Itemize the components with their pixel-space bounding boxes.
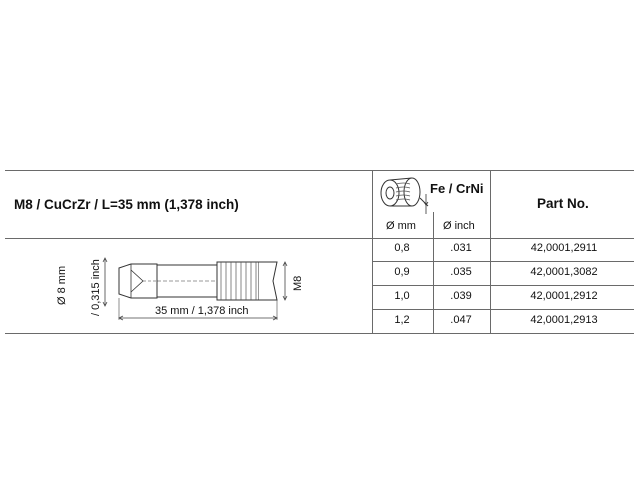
table-top-border — [5, 170, 634, 171]
row-4-mm: 1,2 — [394, 314, 410, 326]
row-4-inch: .047 — [450, 314, 472, 326]
row-1-part: 42,0001,2911 — [530, 242, 598, 254]
wire-spool-icon — [376, 172, 432, 214]
row-divider-3 — [372, 309, 634, 310]
product-title: M8 / CuCrZr / L=35 mm (1,378 inch) — [14, 197, 239, 212]
row-divider-1 — [372, 261, 634, 262]
dim-thread: M8 — [292, 275, 304, 291]
dim-length: 35 mm / 1,378 inch — [155, 305, 249, 317]
part-no-header: Part No. — [537, 196, 589, 211]
row-2-inch: .035 — [450, 266, 472, 278]
header-bottom-border — [5, 238, 634, 239]
row-4-part: 42,0001,2913 — [530, 314, 598, 326]
table-bottom-border — [5, 333, 634, 334]
row-1-mm: 0,8 — [394, 242, 410, 254]
row-3-mm: 1,0 — [394, 290, 410, 302]
row-1-inch: .031 — [450, 242, 472, 254]
row-divider-2 — [372, 285, 634, 286]
dim-diameter-mm: Ø 8 mm — [56, 265, 68, 305]
row-3-inch: .039 — [450, 290, 472, 302]
diameter-mm-header: Ø mm — [386, 220, 416, 232]
row-2-part: 42,0001,3082 — [530, 266, 598, 278]
row-2-mm: 0,9 — [394, 266, 410, 278]
dim-diameter-inch: / 0,315 inch — [90, 259, 102, 316]
material-label: Fe / CrNi — [430, 181, 484, 196]
row-3-part: 42,0001,2912 — [530, 290, 598, 302]
diameter-inch-header: Ø inch — [443, 220, 475, 232]
